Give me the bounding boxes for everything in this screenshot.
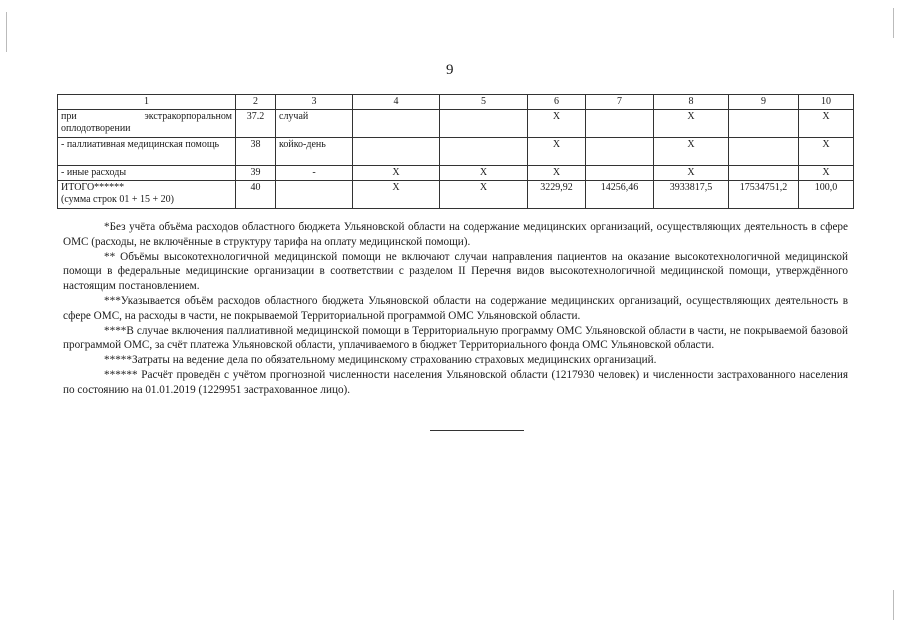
row-unit — [276, 181, 353, 209]
table-cell: 14256,46 — [586, 181, 654, 209]
header-cell: 3 — [276, 95, 353, 110]
table-cell: X — [799, 110, 854, 138]
table-cell: X — [654, 110, 729, 138]
table-cell: 17534751,2 — [729, 181, 799, 209]
footnote: *Без учёта объёма расходов областного бюджета Ульяновской области на содержание медицинских организаций, осуществляющих деятельность в сфере ОМС (расходы, не включённые в структуру тарифа на оплату медицинской помощи). — [63, 221, 848, 248]
footnote: ****В случае включения паллиативной медицинской помощи в Территориальную программу ОМС Ульяновской области в части, не покрываемой базовой программой ОМС, за счёт платежа Ульяновской области, уплачиваемого в бюджет Территориального фонда ОМС Ульяновской области. — [63, 324, 848, 352]
row-code: 39 — [236, 166, 276, 181]
footnote: ** Объёмы высокотехнологичной медицинской помощи не включают случаи направления пациентов на оказание высокотехнологичной медицинской помощи в федеральные медицинские организации в соответствии с разделом II Перечня видов высокотехнологичной медицинской помощи, утверждённого настоящим постановлением. — [63, 250, 848, 293]
row-unit: койко-день — [276, 138, 353, 166]
scan-edge-mark — [893, 590, 894, 620]
header-cell: 2 — [236, 95, 276, 110]
table-cell — [353, 138, 440, 166]
table-cell: 100,0 — [799, 181, 854, 209]
table-cell: X — [528, 110, 586, 138]
table-cell — [586, 138, 654, 166]
scan-edge-mark — [893, 8, 894, 38]
table-cell: X — [353, 181, 440, 209]
table-cell: 3933817,5 — [654, 181, 729, 209]
table-cell: 3229,92 — [528, 181, 586, 209]
table-row — [58, 138, 854, 166]
table-row-total — [58, 181, 854, 209]
table-header-row — [58, 95, 854, 110]
footnote: *****Затраты на ведение дела по обязательному медицинскому страхованию страховых медицинских организаций. — [104, 354, 657, 367]
header-cell: 6 — [528, 95, 586, 110]
page-number: 9 — [446, 62, 454, 78]
row-label: - иные расходы — [58, 166, 236, 181]
table-cell: X — [440, 181, 528, 209]
table-cell: X — [799, 138, 854, 166]
table-cell — [353, 110, 440, 138]
row-code: 38 — [236, 138, 276, 166]
table-cell: X — [353, 166, 440, 181]
table-cell: X — [654, 166, 729, 181]
table-cell: X — [654, 138, 729, 166]
table-cell — [729, 166, 799, 181]
table-cell — [586, 166, 654, 181]
row-unit: - — [276, 166, 353, 181]
footnotes — [63, 220, 848, 398]
table-cell — [440, 138, 528, 166]
header-cell: 9 — [729, 95, 799, 110]
table-row — [58, 110, 854, 138]
table-cell — [729, 138, 799, 166]
row-label: при экстракорпоральном оплодотворении — [58, 110, 236, 138]
table-cell: X — [528, 138, 586, 166]
table-cell — [729, 110, 799, 138]
header-cell: 10 — [799, 95, 854, 110]
footnote: ****** Расчёт проведён с учётом прогнозной численности населения Ульяновской области (1217930 человек) и численности застрахованного населения по состоянию на 01.01.2019 (1229951 застрахованное лицо). — [63, 368, 848, 396]
expenses-table — [57, 94, 854, 209]
row-code: 37.2 — [236, 110, 276, 138]
header-cell: 4 — [353, 95, 440, 110]
row-unit: случай — [276, 110, 353, 138]
table-row — [58, 166, 854, 181]
row-label: ИТОГО****** (сумма строк 01 + 15 + 20) — [58, 181, 236, 209]
table-cell: X — [440, 166, 528, 181]
table-cell — [586, 110, 654, 138]
footnote: ***Указывается объём расходов областного бюджета Ульяновской области на содержание медицинских организаций, осуществляющих деятельность в сфере ОМС, на расходы в части, не покрываемой Территориальной программой ОМС Ульяновской области. — [63, 294, 848, 322]
header-cell: 8 — [654, 95, 729, 110]
header-cell: 7 — [586, 95, 654, 110]
table-cell — [440, 110, 528, 138]
table-cell: X — [528, 166, 586, 181]
table-cell: X — [799, 166, 854, 181]
scan-edge-mark — [6, 12, 7, 52]
row-label: - паллиативная медицинская помощь — [58, 138, 236, 166]
end-divider — [430, 430, 524, 431]
header-cell: 1 — [58, 95, 236, 110]
row-code: 40 — [236, 181, 276, 209]
header-cell: 5 — [440, 95, 528, 110]
